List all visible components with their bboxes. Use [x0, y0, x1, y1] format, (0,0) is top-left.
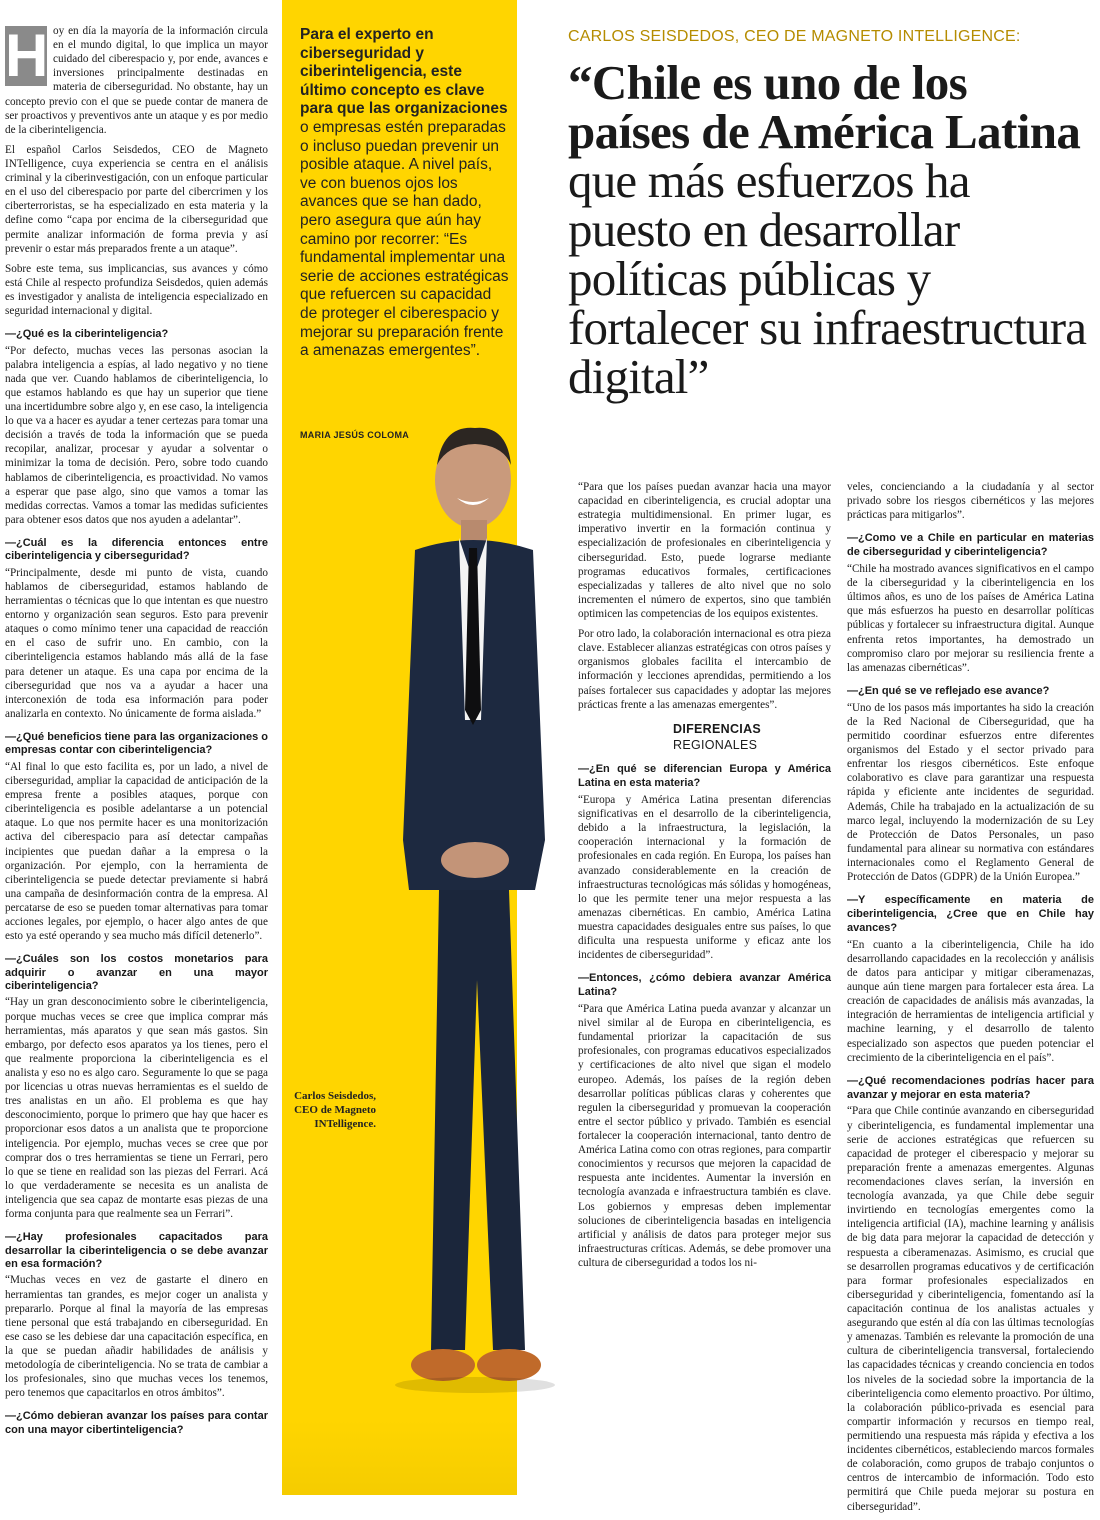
interview-question: —¿En qué se diferencian Europa y América Latina en esta materia? [578, 763, 831, 790]
intro-bold-text: Para el experto en ciberseguridad y ciberinteligencia, este último concepto es clave para que las organizaciones [300, 26, 508, 118]
article-column-3 [578, 480, 831, 1276]
interview-question: —¿Qué beneficios tiene para las organizaciones o empresas contar con ciberinteligencia? [5, 731, 268, 757]
photo-caption: Carlos Seisdedos, CEO de Magneto INTelligence. [294, 1090, 376, 1130]
interview-answer: “En cuanto a la ciberinteligencia, Chile ha ido desarrollando capacidades en la recolección y análisis de datos para anticipar y mitigar ciberamenazas, aunque aún tiene margen para fortalecer esta área. La creación de capacidades de análisis más avanzadas, la integración de herramientas de inteligencia artificial y machine learning, y el desarrollo de talento especializado son aspectos que pueden potenciar el crecimiento de la ciberinteligencia en el país”. [847, 938, 1094, 1064]
subhead-line-1: DIFERENCIAS [673, 721, 762, 736]
headline-bold: “Chile es uno de los países de América Latina [568, 55, 1081, 159]
interview-answer: “Hay un gran desconocimiento sobre le ciberinteligencia, porque muchas veces se cree que implica comprar más herramientas, más aparatos y que sean más gastos. Sin embargo, por defecto esos aparatos ya los tienes, pero el que realmente proporciona la ciberinteligencia es el analista y eso no es algo caro. Seguramente lo que se paga por licencias u otras nuevas herramientas es el sueldo de tres analistas en un año. El problema es que hay desconocimiento, porque lo primero que hay que hacer es proporcionar esos datos a un analista que te proporcione inteligencia. Por ejemplo, muchas veces se cree que por comprar dos o tres herramientas se tiene un Ferrari, pero lo que se tiene en realidad son las piezas del Ferrari. Acá lo que verdaderamente se necesita es un analista de inteligencia que sea capaz de montarte esas piezas de una forma conjunta para que realmente sea un Ferrari”. [5, 996, 268, 1221]
headline [568, 55, 1093, 404]
interview-answer: “Europa y América Latina presentan diferencias significativas en el desarrollo de la ciberinteligencia, debido a la infraestructura, la legislación, la cooperación internacional y la formación de profesionales en cada región. En Europa, los países han avanzado considerablemente en la creación de infraestructuras tecnológicas más sólidas y homogéneas, lo que les permite tener una mejor respuesta a las amenazas cibernéticas. En cambio, América Latina muestra capacidades desiguales entre sus países, lo que dificulta una respuesta uniforme y eficaz ante los incidentes de ciberseguridad”. [578, 793, 831, 962]
interview-answer: “Al final lo que esto facilita es, por un lado, a nivel de ciberseguridad, ampliar la capacidad de anticipación de la empresa frente a posibles ataques, porque con ciberinteligencia es posible adelantarse a un potencial ataque. Lo que nos permite hacer es una monitorización activa del ciberespacio para así detectar campañas incipientes que puedan dañar a la empresa o la organización. Por ejemplo, con la herramienta de ciberinteligencia se puede detectar previamente si habrá una campaña de desinformación contra de la empresa. Al percatarse de eso se pueden tomar alternativas para tomar acciones legales, por ejemplo, o hacer algo antes de que esto ya esté operando y sea mucho más difícil detenerlo”. [5, 760, 268, 943]
floor-shadow [395, 1377, 555, 1393]
trousers-shape [431, 890, 525, 1350]
drop-cap: H [5, 22, 49, 89]
interview-answer: “Principalmente, desde mi punto de vista, cuando hablamos de ciberseguridad, estamos hablando de herramientas o técnicas que lo que intentan es que nuestro entorno y organización sean seguros. Esto para prevenir ataques o como mínimo tener una capacidad de reacción en el caso de sufrir uno. En cambio, con la ciberinteligencia estamos hablando más allá de la fase para detener un ataque. Es una capa por encima de la ciberseguridad que nos va a ayudar a hacer una interconexión de toda esa información para poder analizarla en contexto. No únicamente de forma aislada.” [5, 566, 268, 720]
interview-question: —¿Como ve a Chile en particular en materias de ciberseguridad y ciberinteligencia? [847, 532, 1094, 559]
body-paragraph: “Para que los países puedan avanzar hacia una mayor capacidad en ciberinteligencia, es crucial adoptar una estrategia multidimensional. En primer lugar, es imperativo invertir en la formación continua y especialización de profesionales en ciberinteligencia y ciberseguridad. Esto, puede lograrse mediante programas educativos formales, certificaciones especializadas y talleres de alto nivel que no solo incrementen el número de expertos, sino que también optimicen las competencias de los equipos existentes. [578, 481, 831, 620]
band-shadow [282, 1420, 517, 1495]
interview-question: —Entonces, ¿cómo debiera avanzar América Latina? [578, 972, 831, 999]
intro-deck [300, 26, 512, 361]
lead-paragraph [5, 24, 268, 137]
interview-question: —¿Cómo debieran avanzar los países para contar con una mayor cibertinteligencia? [5, 1410, 268, 1436]
left-shoe-shape [411, 1349, 475, 1381]
headline-light: que más esfuerzos ha puesto en desarrollar políticas públicas y fortalecer su infraestructura digital” [568, 153, 1087, 404]
interview-answer: “Muchas veces en vez de gastarte el dinero en herramientas tan grandes, es mejor coger un analista y prepararlo. Porque al final la mayoría de las empresas tiene personal que está trabajando en ciberseguridad. En ese caso se les debiese dar una capacitación específica, en la que se puedan añadir habilidades de análisis y metodología de ciberinteligencia. No se trata de cambiar a los profesionales, sino que muchas veces los tenemos, pero tenemos que capacitarlos en otros ámbitos”. [5, 1274, 268, 1400]
portrait-photo [385, 420, 565, 1420]
article-column-1 [5, 24, 268, 1439]
interview-answer: “Chile ha mostrado avances significativos en el campo de la ciberseguridad y la ciberinteligencia en los últimos años, es uno de los países de América Latina que más esfuerzos ha puesto en desarrollar políticas públicas y fortalecer su infraestructura digital. Aunque enfrenta retos importantes, ha demostrado un compromiso claro por mejorar su resiliencia frente a las amenazas cibernéticas”. [847, 563, 1094, 674]
body-paragraph: El español Carlos Seisdedos, CEO de Magneto INTelligence, cuya experiencia se centra en el análisis criminal y la ciberinvestigación, con un enfoque particular en el uso del ciberespacio por parte del cibercrimen y los ciberterroristas, se ha especializado en esta materia y la define como “capa por encima de la ciberseguridad que permite analizar información de forma previa y así prevenir o estar más preparados frente a un ataque”. [5, 143, 268, 255]
interview-question: —¿En qué se ve reflejado ese avance? [847, 684, 1050, 697]
interview-answer: “Uno de los pasos más importantes ha sido la creación de la Red Nacional de Ciberseguridad, que ha permitido coordinar esfuerzos entre diferentes organismos del Estado y el sector privado para enfrentar los riesgos cibernéticos. Este enfoque colaborativo es clave para garantizar una respuesta rápida y eficiente ante incidentes de seguridad. Además, Chile ha trabajado en la actualización de su marco legal, incluyendo la modernización de su Ley de Protección de Datos Personales, un paso fundamental para alinear su normativa con estándares internacionales como el Reglamento General de Protección de Datos (GDPR) de la Unión Europea.” [847, 701, 1094, 884]
subhead-line-2: REGIONALES [673, 737, 758, 752]
body-paragraph: veles, concienciando a la ciudadanía y al sector privado sobre los riesgos cibernéticos y las mejores prácticas para mitigarlos”. [847, 481, 1094, 522]
interview-answer: “Por defecto, muchas veces las personas asocian la palabra inteligencia a espías, al lado negativo y no tiene nada que ver. Cuando hablamos de ciberinteligencia, lo que estamos hablando es que hay un superior que tiene una incertidumbre sobre algo y, en ese caso, la inteligencia lo que va a hacer es ayudar a tener certezas para tomar una decisión a través de toda la información que se pueda recopilar, analizar, procesar y ayudar a solventar o minimizar la toma de decisión. Pero, sobre todo cuando hablamos de ciberinteligencia, es proactividad. No vamos a esperar que pase algo, sino que vamos a tomar las medidas correctas. Vamos a tomar las medidas suficientes para obtener esos datos que nos ayuden a adelantar”. [5, 344, 269, 526]
interview-question: —¿Hay profesionales capacitados para desarrollar la ciberinteligencia o se debe avanzar en esa formación? [5, 1231, 268, 1271]
right-shoe-shape [477, 1349, 541, 1381]
kicker: CARLOS SEISDEDOS, CEO DE MAGNETO INTELLIGENCE: [568, 28, 1021, 45]
intro-text: o empresas estén preparadas o incluso puedan prevenir un posible ataque. A nivel país, ve con buenos ojos los avances que se han dado, pero asegura que aún hay camino por recorrer: “Es fundamental implementar una serie de acciones estratégicas que refuercen su capacidad de proteger el ciberespacio y mejorar su preparación frente a amenazas emergentes”. [300, 118, 509, 360]
hands-shape [441, 842, 509, 878]
interview-question: —Y específicamente en materia de ciberinteligencia, ¿Cree que en Chile hay avances? [847, 894, 1094, 934]
article-column-4 [847, 480, 1094, 1520]
lead-text: oy en día la mayoría de la información circula en el mundo digital, lo que implica un mayor cuidado del ciberespacio y, por ende, avances e inversiones principalmente destinadas en materia de ciberseguridad. No obstante, hay un concepto previo con el que se puede contar de manera de ser proactivos y preventivos ante un ataque y es por medio de la ciberinteligencia. [5, 25, 268, 136]
interview-question: —¿Qué es la ciberinteligencia? [5, 328, 169, 341]
interview-question: —¿Cuáles son los costos monetarios para adquirir o avanzar en una mayor ciberinteligencia? [5, 953, 268, 993]
byline: MARIA JESÚS COLOMA [300, 430, 410, 440]
body-paragraph: Por otro lado, la colaboración internacional es otra pieza clave. Establecer alianzas estratégicas con otros países y organismos globales facilita el intercambio de información y lecciones aprendidas, permitiendo a los países fortalecer sus capacidades y adoptar las mejores prácticas frente a las amenazas emergentes”. [578, 628, 831, 711]
section-subhead [673, 722, 831, 754]
interview-question: —¿Qué recomendaciones podrías hacer para avanzar y mejorar en esta materia? [847, 1074, 1094, 1101]
interview-answer: “Para que Chile continúe avanzando en ciberseguridad y ciberinteligencia, es fundamental implementar una serie de acciones estratégicas que refuercen su capacidad de proteger el ciberespacio y mejorar su preparación frente a amenazas emergentes. Algunas recomendaciones claves serían, la inversión en tecnología avanzada, ya que Chile debe seguir invirtiendo en tecnologías emergentes como la inteligencia artificial (IA), machine learning y análisis de big data para mejorar la capacidad de detección y respuesta a ciberamenazas. Asimismo, es crucial que se desarrollen programas educativos y de certificación para formar profesionales especializados en ciberseguridad y ciberinteligencia, fomentando así la capacitación continua de los analistas actuales y asegurando que estén al día con las últimas tecnologías y amenazas. También es relevante la promoción de una cultura de ciberinteligencia transversal, fortaleciendo las capacidades técnicas y creando conciencia en todos los niveles de la sociedad sobre la importancia de la ciberinteligencia como elemento proactivo. Por último, la colaboración público-privada es esencial para compartir información y recursos en tiempo real, permitiendo una respuesta más rápida y efectiva a los incidentes cibernéticos, estableciendo marcos formales de colaboración, como grupos de trabajo conjuntos o centros de intercambio de información. Todo esto permitirá que Chile pueda mejorar su postura en ciberseguridad”. [847, 1105, 1094, 1513]
interview-question: —¿Cuál es la diferencia entonces entre ciberinteligencia y ciberseguridad? [5, 537, 268, 563]
body-paragraph: Sobre este tema, sus implicancias, sus avances y cómo está Chile al respecto profundiza Seisdedos, quien además es investigador y analista de inteligencia especializado en seguridad internacional y digital. [5, 262, 268, 318]
interview-answer: “Para que América Latina pueda avanzar y alcanzar un nivel similar al de Europa en ciberinteligencia, es fundamental priorizar la capacitación de sus profesionales, con programas educativos especializados y certificaciones de alto nivel que sigan el modelo europeo. Además, los países de la región deben desarrollar políticas públicas claras y coherentes que regulen la ciberseguridad y promuevan la cooperación entre el sector público y privado. También es esencial fortalecer la cooperación internacional, tanto dentro de América Latina como con otras regiones, para compartir conocimientos y recursos que mejoren la capacidad de respuesta ante incidentes. Aumentar la inversión en tecnología avanzada e infraestructura también es clave. Los gobiernos y empresas deben implementar soluciones de ciberinteligencia basadas en inteligencia artificial y análisis de datos para proteger mejor sus infraestructuras críticas. Además, se debe promover una cultura de ciberseguridad a todos los ni- [578, 1003, 831, 1269]
neck-shape [461, 520, 487, 542]
